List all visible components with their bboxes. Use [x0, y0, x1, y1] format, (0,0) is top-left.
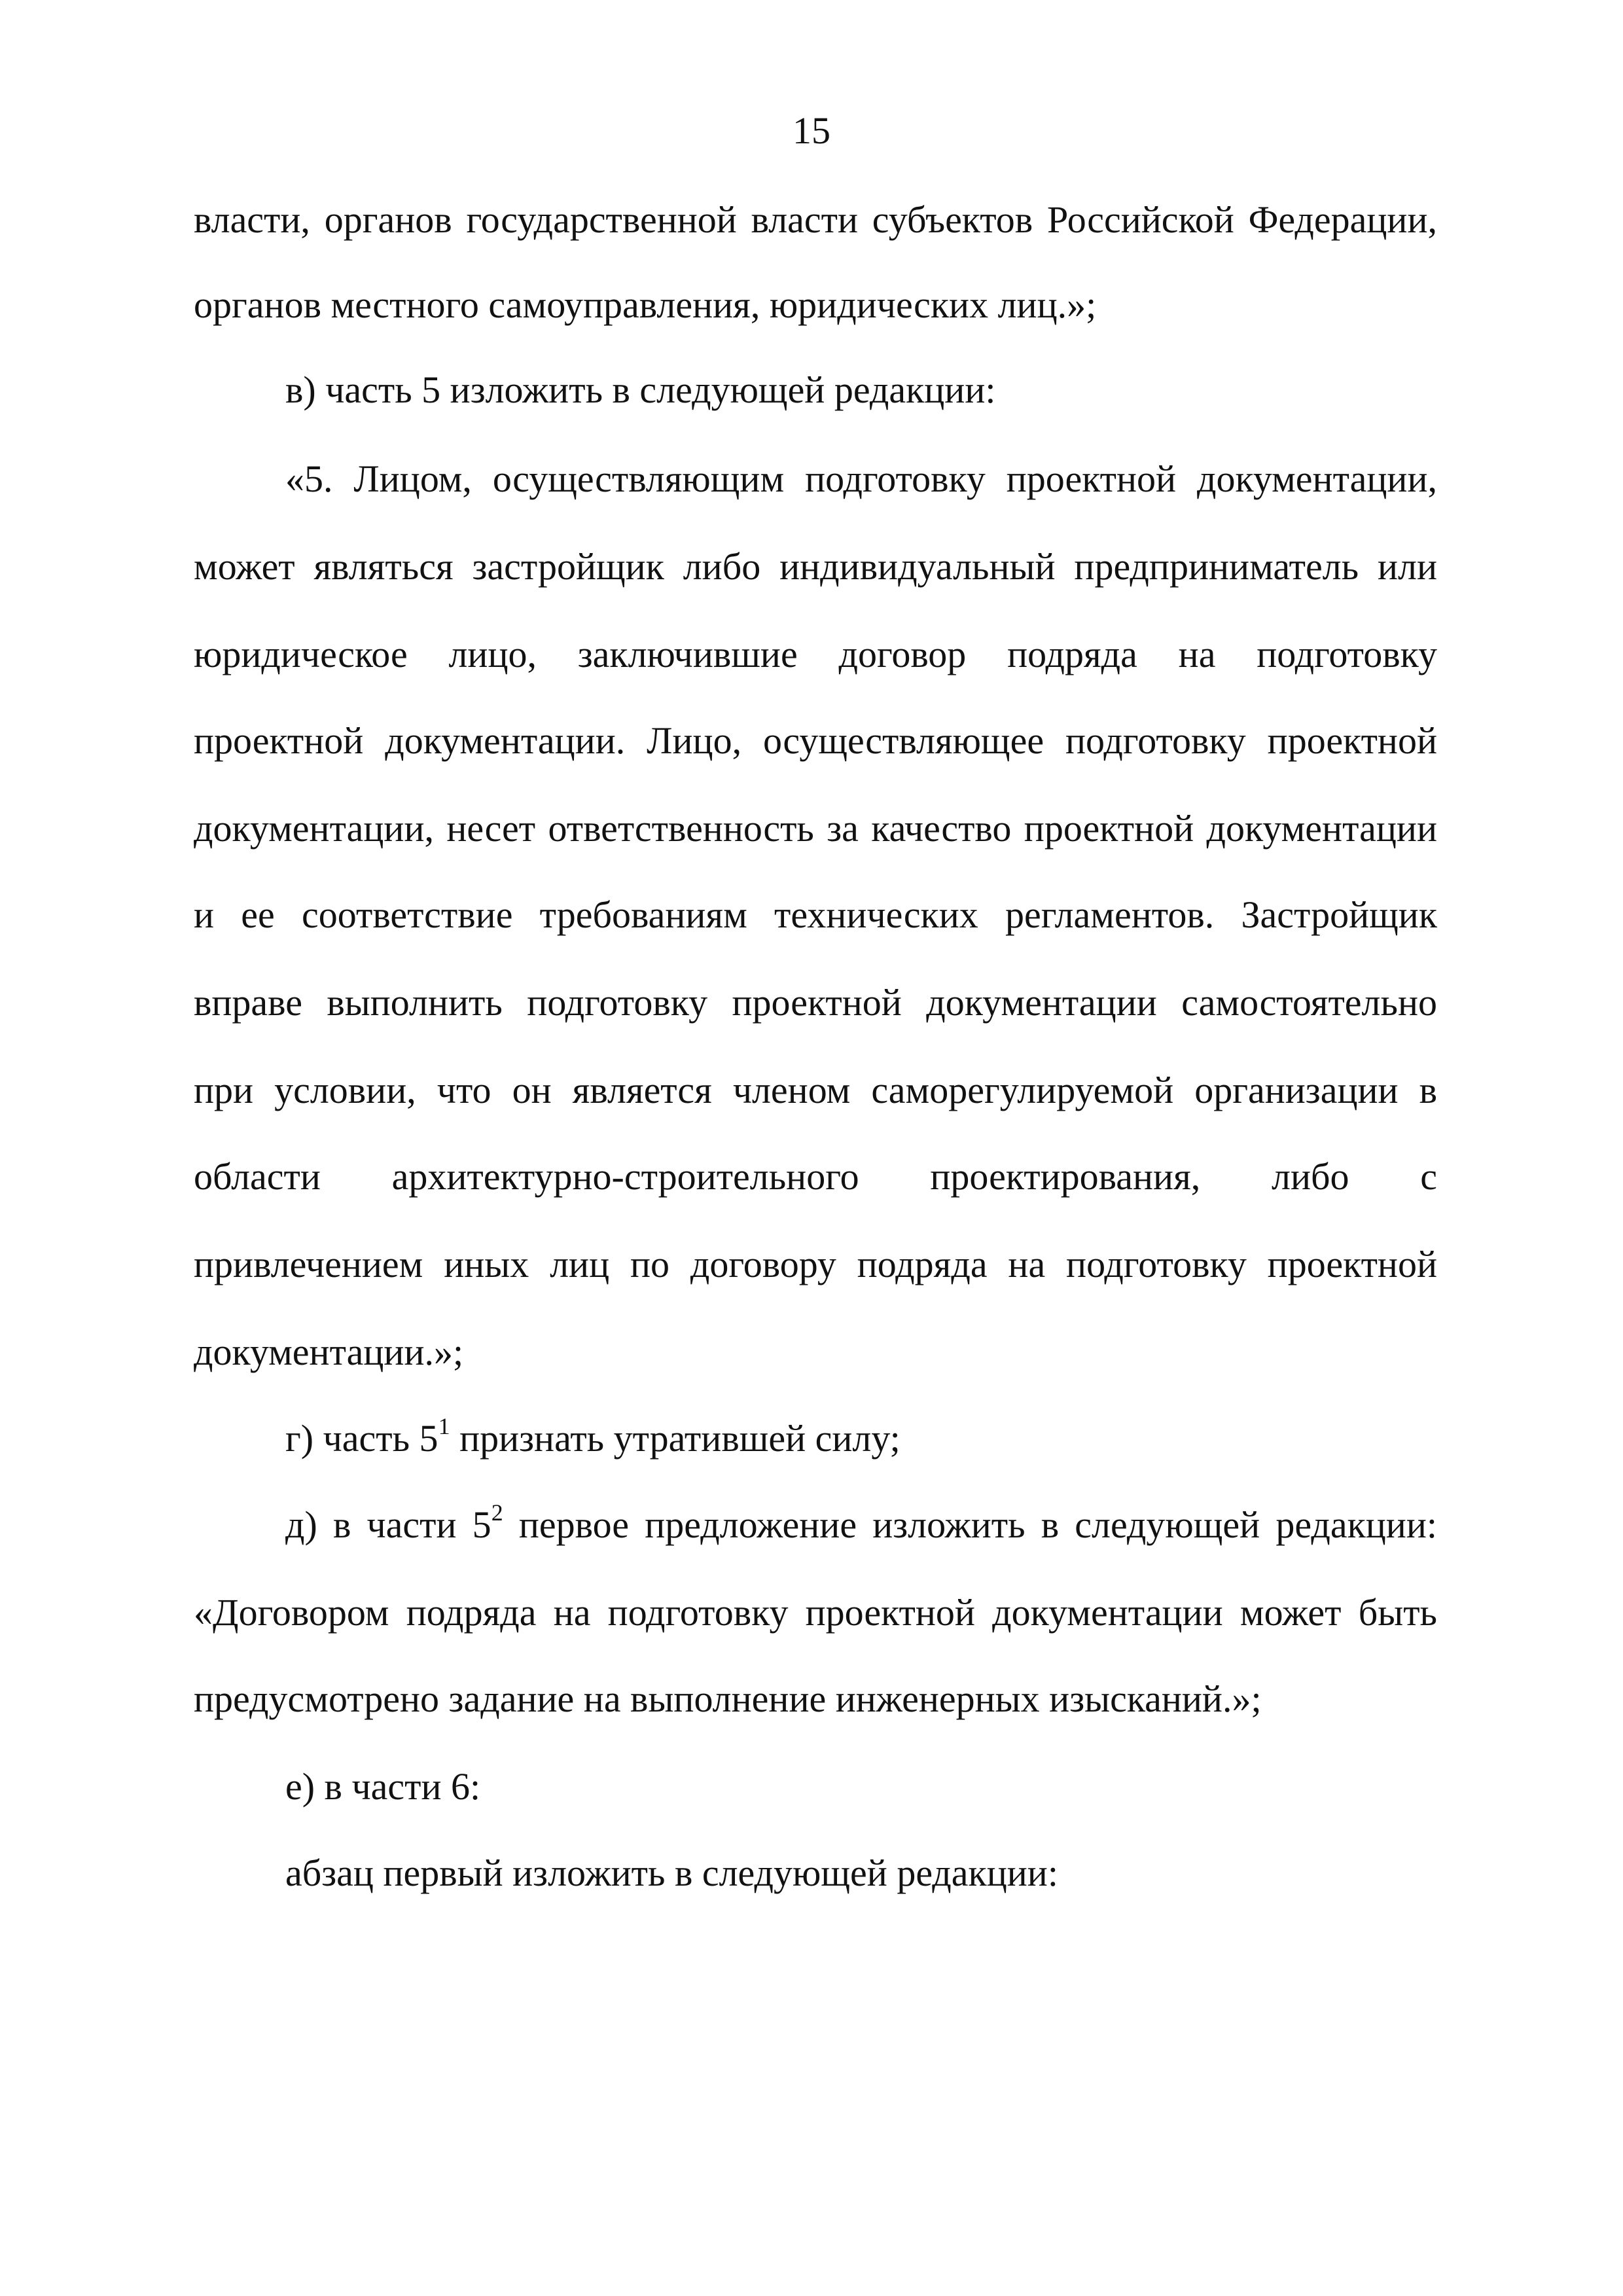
text-line: абзац первый изложить в следующей редакции: [285, 1852, 1058, 1894]
text-line: в) часть 5 изложить в следующей редакции: [285, 368, 996, 411]
text-line: «Договором подряда на подготовку проектной документации может быть [194, 1591, 1437, 1634]
text-line: вправе выполнить подготовку проектной документации самостоятельно [194, 981, 1437, 1024]
text-line: документации.»; [194, 1331, 464, 1373]
text-line: органов местного самоуправления, юридических лиц.»; [194, 283, 1097, 326]
text-line: и ее соответствие требованиям технических регламентов. Застройщик [194, 893, 1437, 936]
text-line: предусмотрено задание на выполнение инженерных изысканий.»; [194, 1677, 1262, 1720]
text-line [285, 1412, 1437, 1465]
text-segment: первое предложение изложить в следующей редакции: [503, 1503, 1437, 1546]
text-line [285, 1499, 1437, 1551]
text-segment: г) часть 5 [285, 1417, 438, 1460]
text-line: области архитектурно-строительного проектирования, либо с [194, 1155, 1437, 1198]
text-segment: д) в части 5 [285, 1503, 491, 1546]
text-line: проектной документации. Лицо, осуществляющее подготовку проектной [194, 719, 1437, 762]
superscript: 2 [491, 1499, 503, 1526]
text-segment: признать утратившей силу; [450, 1417, 901, 1460]
text-line: привлечением иных лиц по договору подряда на подготовку проектной [194, 1243, 1437, 1285]
text-line: е) в части 6: [285, 1765, 481, 1808]
page-number: 15 [793, 109, 830, 152]
text-line: может являться застройщик либо индивидуальный предприниматель или [194, 545, 1437, 588]
text-line: власти, органов государственной власти субъектов Российской Федерации, [194, 198, 1437, 241]
superscript: 1 [438, 1413, 450, 1439]
text-line: юридическое лицо, заключившие договор подряда на подготовку [194, 633, 1437, 675]
text-line: «5. Лицом, осуществляющим подготовку проектной документации, [285, 457, 1437, 500]
text-line: документации, несет ответственность за качество проектной документации [194, 807, 1437, 850]
text-line: при условии, что он является членом саморегулируемой организации в [194, 1069, 1437, 1111]
